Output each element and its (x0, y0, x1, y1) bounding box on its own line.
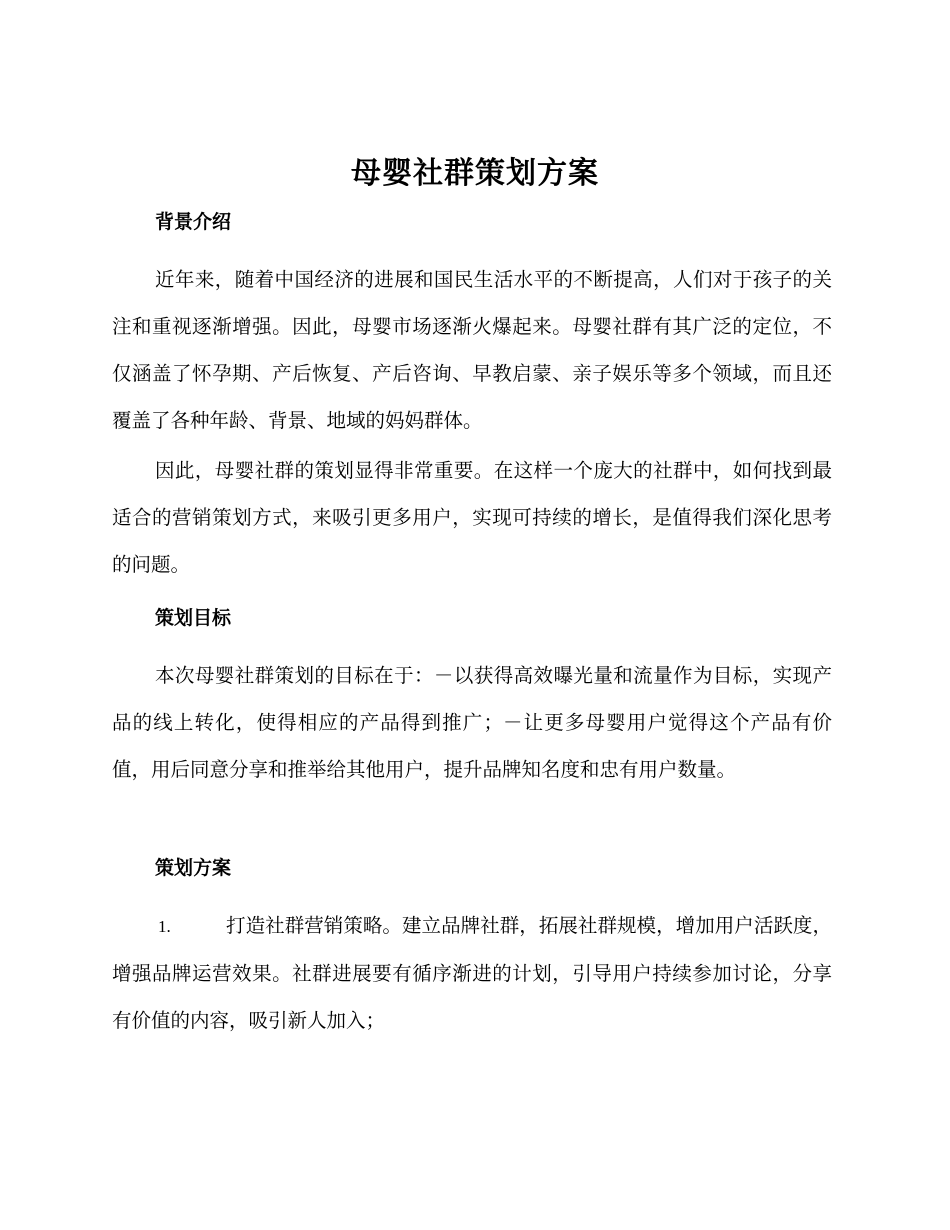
paragraph-background-2: 因此，母婴社群的策划显得非常重要。在这样一个庞大的社群中，如何找到最适合的营销策划方式，来吸引更多用户，实现可持续的增长，是值得我们深化思考的问题。 (112, 459, 832, 576)
section-heading-plan: 策划方案 (155, 857, 232, 879)
section-heading-background: 背景介绍 (155, 211, 232, 233)
document-title: 母婴社群策划方案 (351, 156, 599, 191)
paragraph-goals: 本次母婴社群策划的目标在于：－以获得高效曝光量和流量作为目标，实现产品的线上转化，使得相应的产品得到推广；－让更多母婴用户觉得这个产品有价值，用后同意分享和推举给其他用户，提升品牌知名度和忠有用户数量。 (112, 664, 832, 781)
list-item-text: 打造社群营销策略。建立品牌社群，拓展社群规模，增加用户活跃度，增强品牌运营效果。社群进展要有循序渐进的计划，引导用户持续参加讨论，分享有价值的内容，吸引新人加入； (112, 914, 832, 1032)
paragraph-background-1: 近年来，随着中国经济的进展和国民生活水平的不断提高，人们对于孩子的关注和重视逐渐增强。因此，母婴市场逐渐火爆起来。母婴社群有其广泛的定位，不仅涵盖了怀孕期、产后恢复、产后咨询、早教启蒙、亲子娱乐等多个领域，而且还覆盖了各种年龄、背景、地域的妈妈群体。 (112, 268, 832, 432)
section-heading-goals: 策划目标 (155, 607, 232, 629)
list-item (112, 902, 832, 1044)
list-item-number: 1. (158, 917, 171, 936)
